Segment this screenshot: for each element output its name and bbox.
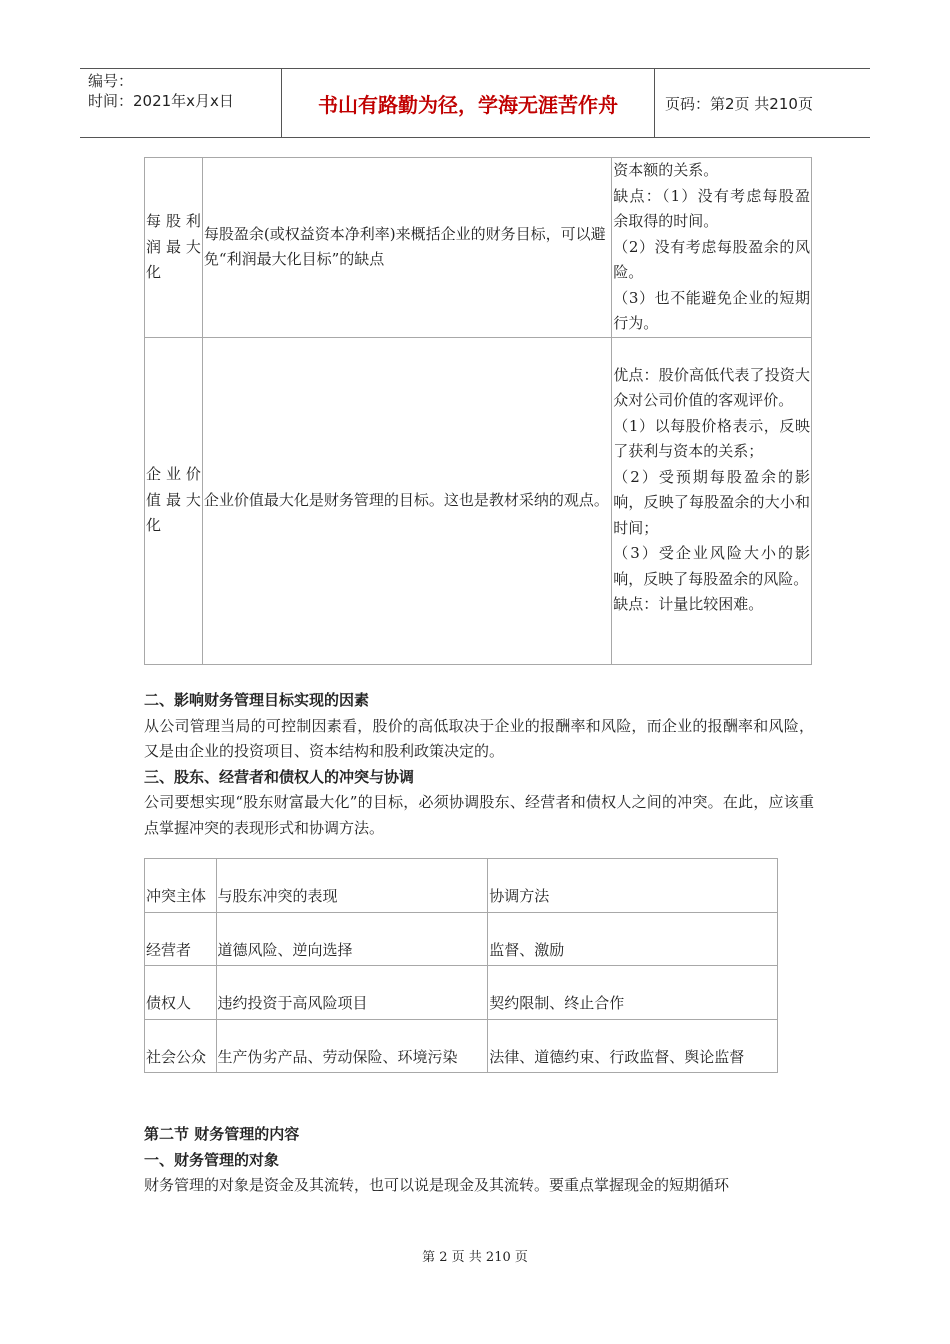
note-line: 缺点：计量比较困难。 [613, 595, 764, 613]
header-meta [80, 69, 282, 137]
goal-notes [612, 337, 812, 664]
goal-description: 每股盈余(或权益资本净利率)来概括企业的财务目标，可以避免“利润最大化目标”的缺点 [202, 158, 611, 338]
page-footer: 第 2 页 共 210 页 [422, 1250, 528, 1265]
section-paragraph: 从公司管理当局的可控制因素看，股价的高低取决于企业的报酬率和风险，而企业的报酬率和风险，又是由企业的投资项目、资本结构和股利政策决定的。 [144, 716, 814, 760]
note-line: 缺点：（1）没有考虑每股盈余取得的时间。 [613, 186, 810, 230]
note-line: （3）也不能避免企业的短期行为。 [613, 288, 810, 332]
table-header-row [145, 859, 778, 913]
table-cell: 道德风险、逆向选择 [216, 912, 488, 966]
section-paragraph: 财务管理的对象是资金及其流转，也可以说是现金及其流转。要重点掌握现金的短期循环 [144, 1176, 730, 1194]
note-line: （2）没有考虑每股盈余的风险。 [613, 237, 810, 281]
number-label: 编号： [88, 72, 134, 90]
section-paragraph: 公司要想实现“股东财富最大化”的目标，必须协调股东、经营者和债权人之间的冲突。在此，应该重点掌握冲突的表现形式和协调方法。 [144, 793, 814, 837]
table-cell: 契约限制、终止合作 [488, 966, 778, 1020]
section-content [144, 1122, 814, 1199]
section-heading: 一、财务管理的对象 [144, 1150, 280, 1169]
column-header: 与股东冲突的表现 [216, 859, 488, 913]
table-row [145, 1019, 778, 1073]
table-row [145, 912, 778, 966]
note-line: 资本额的关系。 [613, 161, 719, 179]
table-cell: 监督、激励 [488, 912, 778, 966]
goal-description: 企业价值最大化是财务管理的目标。这也是教材采纳的观点。 [202, 337, 611, 664]
note-line: （1）以每股价格表示，反映了获利与资本的关系； [613, 416, 810, 460]
table-cell: 法律、道德约束、行政监督、舆论监督 [488, 1019, 778, 1073]
table-cell: 债权人 [145, 966, 217, 1020]
table-row [145, 966, 778, 1020]
note-line: （2）受预期每股盈余的影响，反映了每股盈余的大小和时间； [613, 467, 810, 537]
section-title: 第二节 财务管理的内容 [144, 1125, 300, 1143]
goal-table [144, 157, 812, 665]
table-cell: 经营者 [145, 912, 217, 966]
section-factors [144, 688, 814, 841]
column-header: 冲突主体 [145, 859, 217, 913]
note-line: （3）受企业风险大小的影响，反映了每股盈余的风险。 [613, 544, 810, 588]
table-cell: 社会公众 [145, 1019, 217, 1073]
goal-name: 企业价值最大化 [145, 337, 203, 664]
conflict-table [144, 858, 778, 1073]
table-row [145, 158, 812, 338]
column-header: 协调方法 [488, 859, 778, 913]
table-cell: 违约投资于高风险项目 [216, 966, 488, 1020]
header-motto: 书山有路勤为径，学海无涯苦作舟 [282, 69, 655, 137]
goal-notes [612, 158, 812, 338]
goal-name: 每股利润最大化 [145, 158, 203, 338]
section-heading: 三、股东、经营者和债权人的冲突与协调 [144, 767, 415, 786]
header-page-info: 页码：第2页 共210页 [665, 94, 813, 113]
table-cell: 生产伪劣产品、劳动保险、环境污染 [216, 1019, 488, 1073]
note-line: 优点：股价高低代表了投资大众对公司价值的客观评价。 [613, 365, 810, 409]
page-header [80, 68, 870, 138]
table-row [145, 337, 812, 664]
section-heading: 二、影响财务管理目标实现的因素 [144, 691, 370, 709]
time-label: 时间：2021年x月x日 [88, 92, 234, 110]
